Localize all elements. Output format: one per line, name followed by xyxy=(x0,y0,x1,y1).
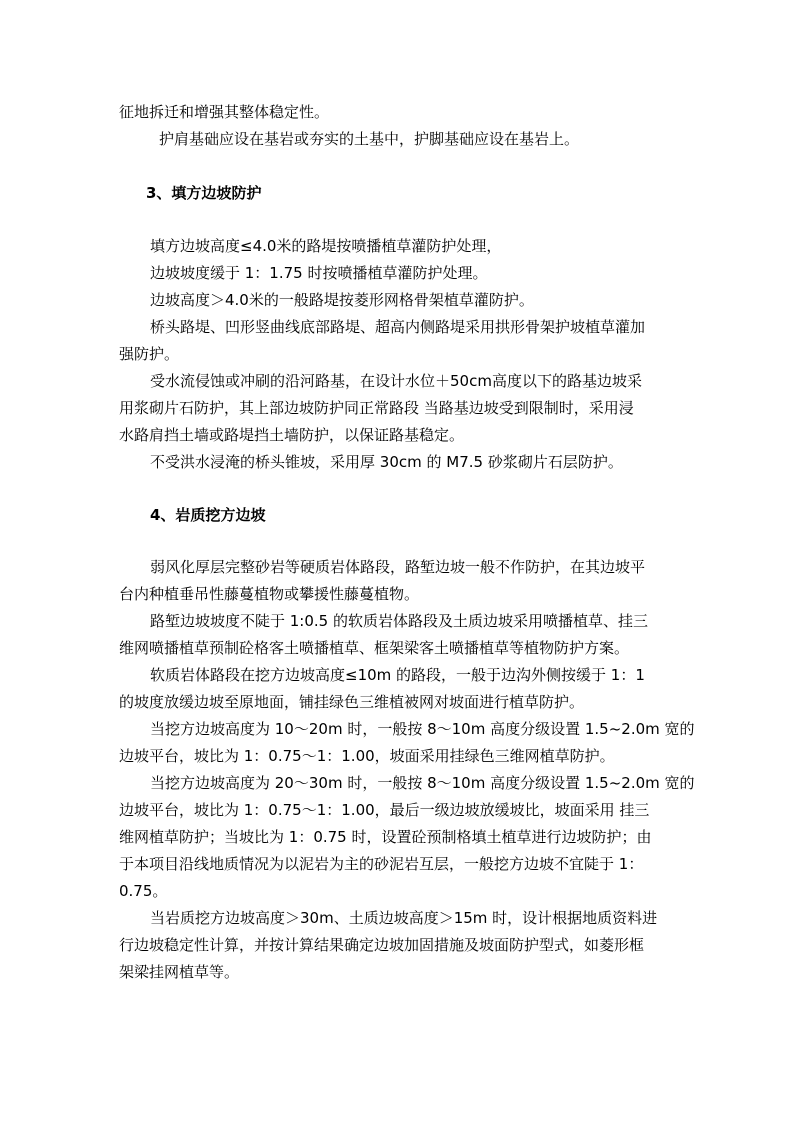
paragraph-line: 水路肩挡土墙或路堤挡土墙防护，以保证路基稳定。 xyxy=(119,426,465,444)
paragraph-line: 弱风化厚层完整砂岩等硬质岩体路段，路堑边坡一般不作防护，在其边坡平 xyxy=(150,558,646,576)
paragraph-line: 征地拆迁和增强其整体稳定性。 xyxy=(119,103,330,121)
paragraph-line: 强防护。 xyxy=(119,345,180,363)
paragraph-line: 边坡坡度缓于 1：1.75 时按喷播植草灌防护处理。 xyxy=(150,264,488,282)
paragraph-line: 边坡高度＞4.0米的一般路堤按菱形网格骨架植草灌防护。 xyxy=(150,291,534,309)
paragraph-line: 当挖方边坡高度为 10～20m 时，一般按 8～10m 高度分级设置 1.5~2.0m 宽的 xyxy=(150,720,695,738)
paragraph-line: 填方边坡高度≤4.0米的路堤按喷播植草灌防护处理， xyxy=(150,237,502,255)
paragraph-line: 于本项目沿线地质情况为以泥岩为主的砂泥岩互层，一般挖方边坡不宜陡于 1： xyxy=(119,855,644,873)
paragraph-line: 的坡度放缓边坡至原地面，铺挂绿色三维植被网对坡面进行植草防护。 xyxy=(119,693,585,711)
paragraph-line: 用浆砌片石防护，其上部边坡防护同正常路段 当路基边坡受到限制时，采用浸 xyxy=(119,399,634,417)
paragraph-line: 维网喷播植草预制砼格客土喷播植草、框架梁客土喷播植草等植物防护方案。 xyxy=(119,639,630,657)
paragraph-line: 边坡平台，坡比为 1：0.75～1：1.00，坡面采用挂绿色三维网植草防护。 xyxy=(119,747,615,765)
paragraph-line: 软质岩体路段在挖方边坡高度≤10m 的路段，一般于边沟外侧按缓于 1：1 xyxy=(150,666,645,684)
paragraph-line: 架梁挂网植草等。 xyxy=(119,963,240,981)
paragraph-line: 维网植草防护；当坡比为 1：0.75 时，设置砼预制格填土植草进行边坡防护；由 xyxy=(119,828,652,846)
paragraph-line: 不受洪水浸淹的桥头锥坡，采用厚 30cm 的 M7.5 砂浆砌片石层防护。 xyxy=(150,453,623,471)
section-heading: 4、岩质挖方边坡 xyxy=(150,506,266,524)
paragraph-line: 行边坡稳定性计算，并按计算结果确定边坡加固措施及坡面防护型式，如菱形框 xyxy=(119,936,645,954)
paragraph-line: 台内种植垂吊性藤蔓植物或攀援性藤蔓植物。 xyxy=(119,585,420,603)
paragraph-line: 当岩质挖方边坡高度＞30m、土质边坡高度＞15m 时，设计根据地质资料进 xyxy=(150,909,658,927)
paragraph-line: 路堑边坡坡度不陡于 1:0.5 的软质岩体路段及土质边坡采用喷播植草、挂三 xyxy=(150,612,648,630)
paragraph-line: 当挖方边坡高度为 20～30m 时，一般按 8～10m 高度分级设置 1.5~2.0m 宽的 xyxy=(150,774,695,792)
paragraph-line: 边坡平台，坡比为 1：0.75～1：1.00，最后一级边坡放缓坡比，坡面采用 挂三 xyxy=(119,801,650,819)
section-heading: 3、填方边坡防护 xyxy=(146,184,262,202)
paragraph-line: 桥头路堤、凹形竖曲线底部路堤、超高内侧路堤采用拱形骨架护坡植草灌加 xyxy=(150,318,646,336)
paragraph-line: 护肩基础应设在基岩或夯实的土基中，护脚基础应设在基岩上。 xyxy=(159,130,580,148)
paragraph-line: 受水流侵蚀或冲刷的沿河路基，在设计水位＋50cm高度以下的路基边坡采 xyxy=(150,372,642,390)
paragraph-line: 0.75。 xyxy=(119,882,168,900)
